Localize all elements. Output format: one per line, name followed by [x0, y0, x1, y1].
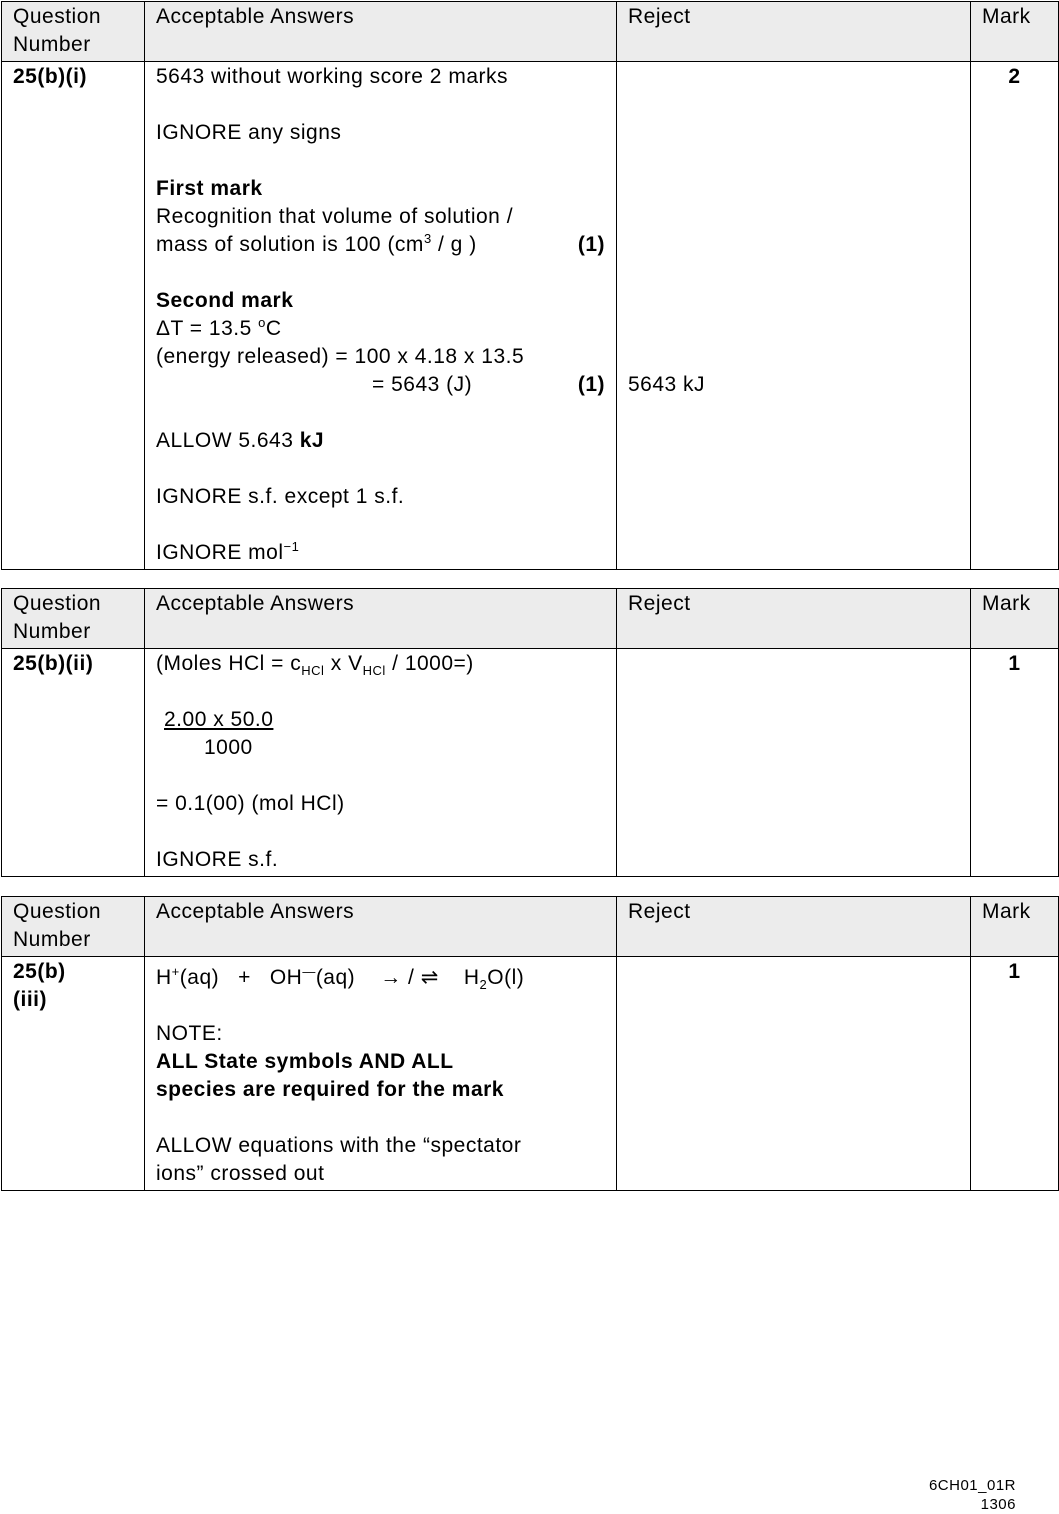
- acceptable-answers-header: Acceptable Answers: [145, 2, 617, 62]
- table-header-row: [2, 589, 1059, 649]
- answer-line: ALL State symbols AND ALL: [156, 1050, 454, 1073]
- answer-line: (energy released) = 100 x 4.18 x 13.5: [156, 345, 525, 368]
- acceptable-answers-cell: [145, 649, 617, 877]
- answer-line: IGNORE mol$^{-1}$: [156, 539, 300, 564]
- mark-header: Mark: [971, 2, 1059, 62]
- answer-line: IGNORE any signs: [156, 121, 342, 144]
- answer-line: species are required for the mark: [156, 1078, 504, 1101]
- answer-line: ALLOW 5.643 kJ: [156, 429, 325, 452]
- markscheme-table-25b-iii: [1, 896, 1059, 1191]
- reject-header: Reject: [617, 2, 971, 62]
- question-number: 25(b) (iii): [2, 957, 145, 1191]
- reject-header: Reject: [617, 897, 971, 957]
- mark-header: Mark: [971, 589, 1059, 649]
- reject-cell: [617, 957, 971, 1191]
- acceptable-answers-cell: [145, 62, 617, 570]
- question-number-header: Question Number: [2, 897, 145, 957]
- answer-line: 5643 without working score 2 marks: [156, 65, 508, 88]
- answer-line: = 0.1(00) (mol HCl): [156, 792, 345, 815]
- answer-line: IGNORE s.f. except 1 s.f.: [156, 485, 405, 508]
- fraction-denominator: 1000: [204, 736, 253, 759]
- mark-header: Mark: [971, 897, 1059, 957]
- mark-tag: (1): [577, 373, 605, 396]
- table-header-row: [2, 897, 1059, 957]
- table-row: [2, 957, 1059, 1191]
- reject-cell: [617, 62, 971, 570]
- table-row: [2, 649, 1059, 877]
- mark-value: 1: [971, 957, 1059, 1191]
- reject-header: Reject: [617, 589, 971, 649]
- answer-line: NOTE:: [156, 1022, 223, 1045]
- question-number-header: Question Number: [2, 2, 145, 62]
- answer-line: ALLOW equations with the “spectator: [156, 1134, 522, 1157]
- mark-tag: (1): [577, 233, 605, 256]
- mark-value: 1: [971, 649, 1059, 877]
- answer-line: mass of solution is 100 ($cm^3$ / g ) (1): [156, 231, 605, 259]
- mark-value: 2: [971, 62, 1059, 570]
- paper-code: 6CH01_01R: [928, 1477, 1016, 1494]
- question-number: 25(b)(i): [2, 62, 145, 570]
- fraction-numerator: 2.00 x 50.0: [164, 708, 274, 731]
- question-number-header: Question Number: [2, 589, 145, 649]
- markscheme-table-25b-ii: [1, 588, 1059, 877]
- acceptable-answers-cell: [145, 957, 617, 1191]
- ionic-equation: H+(aq) + OH—(aq) → / ⇌ $H_2O(l)$: [156, 964, 525, 993]
- answer-line: = 5643 (J) (1): [156, 371, 605, 399]
- table-row: [2, 62, 1059, 570]
- answer-line: ΔT = 13.5 $^o$C: [156, 315, 282, 340]
- page-footer: [929, 1476, 1016, 1514]
- answer-line: (Moles HCl = $c_{HCl}$ x $V_{HCl} / 1000=$): [156, 652, 474, 679]
- markscheme-table-25b-i: [1, 1, 1059, 570]
- acceptable-answers-header: Acceptable Answers: [145, 897, 617, 957]
- answer-line: IGNORE s.f.: [156, 848, 279, 871]
- second-mark-heading: Second mark: [156, 289, 294, 312]
- acceptable-answers-header: Acceptable Answers: [145, 589, 617, 649]
- answer-line: ions” crossed out: [156, 1162, 325, 1185]
- answer-line: Recognition that volume of solution /: [156, 205, 514, 228]
- first-mark-heading: First mark: [156, 177, 263, 200]
- reject-text: 5643 kJ: [628, 373, 706, 396]
- paper-date: 1306: [980, 1496, 1016, 1513]
- reject-cell: [617, 649, 971, 877]
- table-header-row: [2, 2, 1059, 62]
- question-number: 25(b)(ii): [2, 649, 145, 877]
